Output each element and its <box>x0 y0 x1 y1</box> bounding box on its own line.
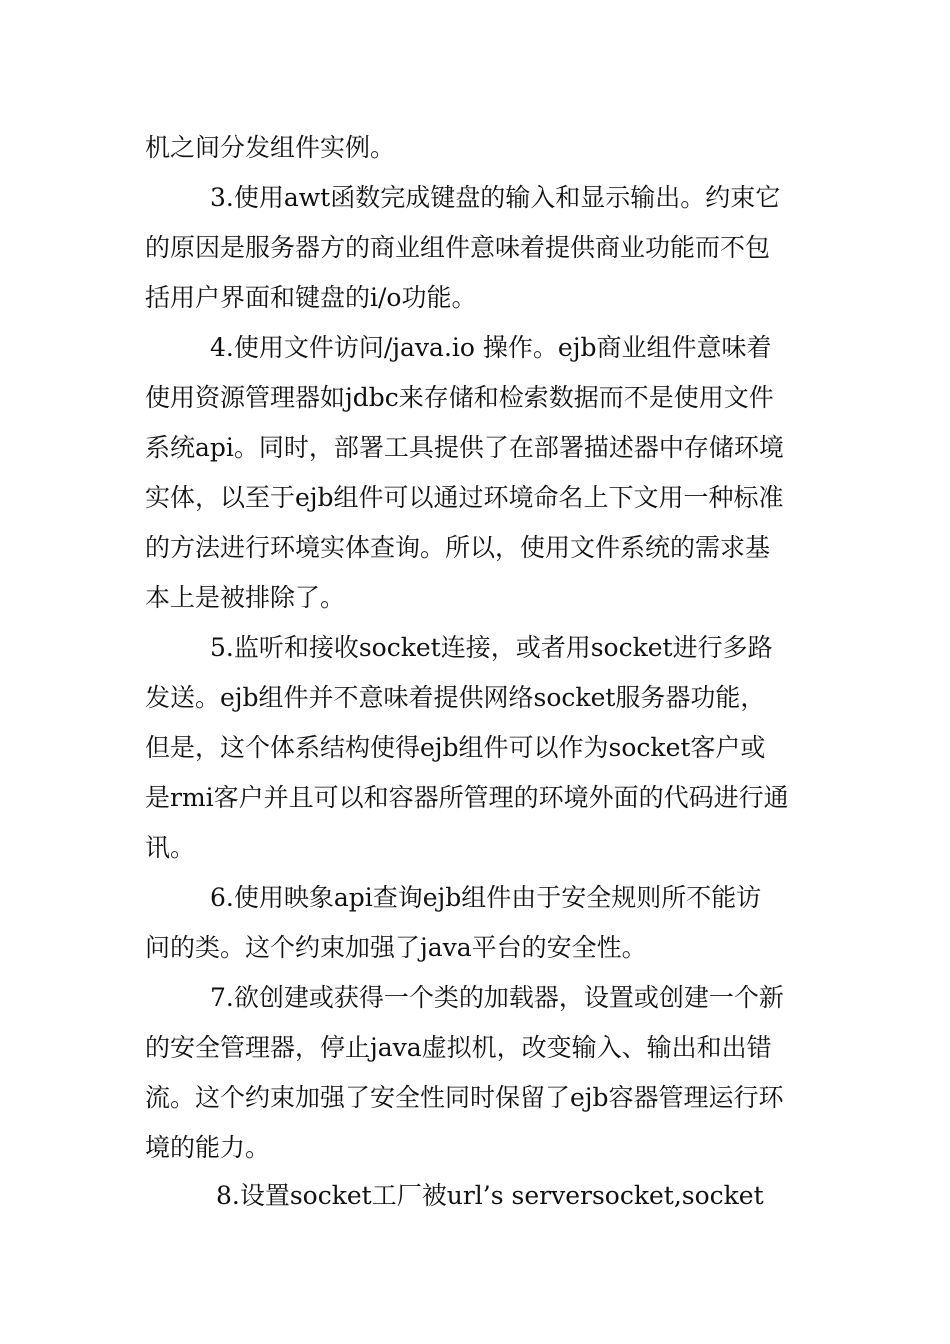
text-line: 问的类。这个约束加强了java平台的安全性。 <box>145 933 647 962</box>
text-line: 5.监听和接收socket连接，或者用socket进行多路 <box>210 633 773 662</box>
text-line: 的原因是服务器方的商业组件意味着提供商业功能而不包 <box>145 233 771 262</box>
text-line: 实体，以至于ejb组件可以通过环境命名上下文用一种标准 <box>145 483 784 512</box>
text-line: 境的能力。 <box>145 1133 271 1162</box>
text-line: 的方法进行环境实体查询。所以，使用文件系统的需求基 <box>145 533 771 562</box>
text-line: 括用户界面和键盘的i/o功能。 <box>145 283 477 312</box>
text-line: 是rmi客户并且可以和容器所管理的环境外面的代码进行通 <box>145 783 789 812</box>
text-line: 讯。 <box>145 833 196 862</box>
text-line: 的安全管理器，停止java虚拟机，改变输入、输出和出错 <box>145 1033 772 1062</box>
text-line: 7.欲创建或获得一个类的加载器，设置或创建一个新 <box>210 983 784 1012</box>
text-line: 机之间分发组件实例。 <box>145 133 396 162</box>
text-line: 但是，这个体系结构使得ejb组件可以作为socket客户或 <box>145 733 766 762</box>
text-line: 8.设置socket工厂被url’s serversocket,socket <box>216 1181 764 1210</box>
text-line: 4.使用文件访问/java.io 操作。ejb商业组件意味着 <box>210 333 772 362</box>
text-line: 6.使用映象api查询ejb组件由于安全规则所不能访 <box>210 883 762 912</box>
text-line: 3.使用awt函数完成键盘的输入和显示输出。约束它 <box>210 183 781 212</box>
text-line: 流。这个约束加强了安全性同时保留了ejb容器管理运行环 <box>145 1083 784 1112</box>
text-line: 系统api。同时，部署工具提供了在部署描述器中存储环境 <box>145 433 784 462</box>
text-line: 使用资源管理器如jdbc来存储和检索数据而不是使用文件 <box>145 383 774 412</box>
text-line: 发送。ejb组件并不意味着提供网络socket服务器功能， <box>145 683 766 712</box>
text-line: 本上是被排除了。 <box>145 583 346 612</box>
